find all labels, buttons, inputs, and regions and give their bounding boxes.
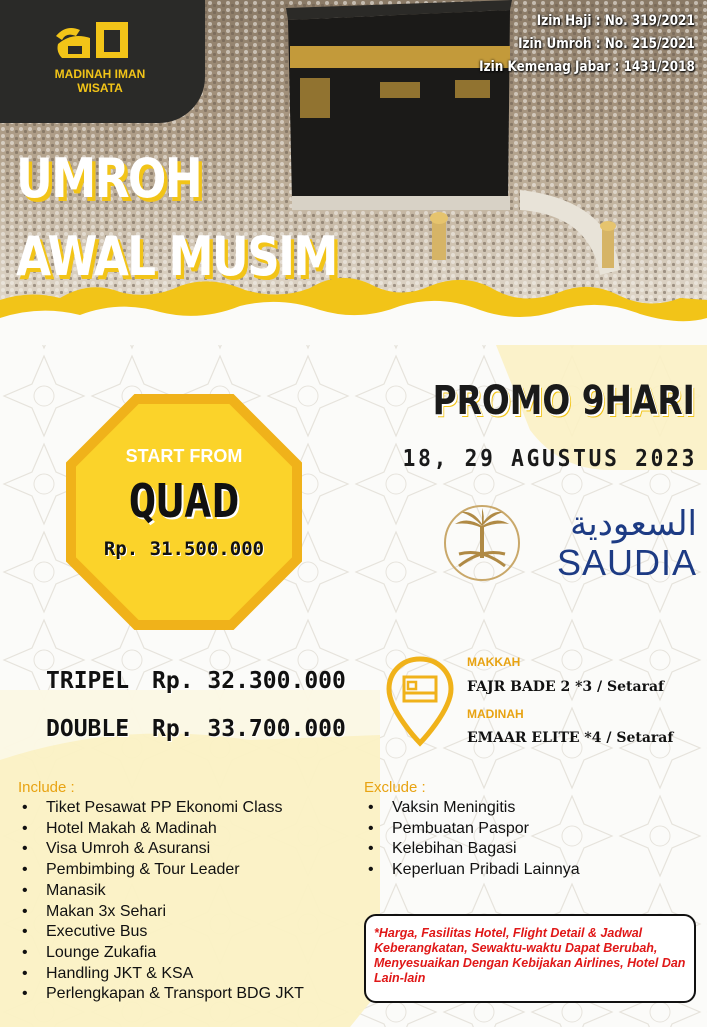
airline-logo xyxy=(443,504,699,582)
brand-name-line1: MADINAH IMAN xyxy=(54,67,146,81)
include-title: Include : xyxy=(18,779,75,796)
exclude-item: • Vaksin Meningitis xyxy=(364,798,580,819)
include-item: • Perlengkapan & Transport BDG JKT xyxy=(18,984,304,1005)
include-item: • Visa Umroh & Asuransi xyxy=(18,839,304,860)
include-item: • Hotel Makah & Madinah xyxy=(18,819,304,840)
airline-latin-name: SAUDIA xyxy=(556,542,697,583)
permit-list xyxy=(479,10,695,79)
hotel-city-madinah: MADINAH xyxy=(467,707,524,721)
include-item: • Tiket Pesawat PP Ekonomi Class xyxy=(18,798,304,819)
hotel-name-madinah: EMAAR ELITE *4 / Setaraf xyxy=(467,730,674,746)
brand-name xyxy=(20,67,180,95)
include-item: • Executive Bus xyxy=(18,922,304,943)
price-value-tripel: Rp. 32.300.000 xyxy=(152,668,346,694)
include-item: • Makan 3x Sehari xyxy=(18,902,304,923)
price-row-tripel xyxy=(46,668,346,694)
include-item: • Lounge Zukafia xyxy=(18,943,304,964)
exclude-list xyxy=(364,798,580,881)
include-item: • Manasik xyxy=(18,881,304,902)
headline-line1: UMROH xyxy=(16,147,202,210)
headline xyxy=(16,140,337,296)
permit-umroh: Izin Umroh : No. 215/2021 xyxy=(518,36,695,52)
include-list xyxy=(18,798,304,1005)
include-item: • Handling JKT & KSA xyxy=(18,964,304,985)
hotel-bed-pin-icon xyxy=(385,655,455,747)
promo-title: PROMO 9HARI xyxy=(432,378,695,424)
exclude-item: • Kelebihan Bagasi xyxy=(364,839,580,860)
exclude-item: • Keperluan Pribadi Lainnya xyxy=(364,860,580,881)
airline-arabic-name: السعودية xyxy=(570,504,697,544)
exclude-item: • Pembuatan Paspor xyxy=(364,819,580,840)
start-from-label: START FROM xyxy=(125,446,243,466)
disclaimer-box: *Harga, Fasilitas Hotel, Flight Detail & Jadwal Keberangkatan, Sewaktu-waktu Dapat Berubah, Menyesuaikan Dengan Kebijakan Airlines, Hotel Dan Lain-lain xyxy=(364,914,696,1003)
price-value-double: Rp. 33.700.000 xyxy=(152,716,346,742)
brand-name-line2: WISATA xyxy=(77,81,123,95)
brand-logo xyxy=(0,0,205,123)
exclude-title: Exclude : xyxy=(364,779,426,796)
hotel-name-makkah: FAJR BADE 2 *3 / Setaraf xyxy=(467,679,665,695)
quad-price: Rp. 31.500.000 xyxy=(103,538,265,560)
room-type-quad: QUAD xyxy=(128,474,240,528)
permit-haji: Izin Haji : No. 319/2021 xyxy=(536,13,695,29)
headline-line2: AWAL MUSIM xyxy=(16,225,337,288)
price-row-double xyxy=(46,716,346,742)
price-badge xyxy=(66,394,302,630)
hotel-city-makkah: MAKKAH xyxy=(467,655,521,669)
price-label-double: DOUBLE xyxy=(46,716,130,742)
permit-kemenag: Izin Kemenag Jabar : 1431/2018 xyxy=(479,59,695,75)
palm-swords-icon xyxy=(443,504,521,582)
include-item: • Pembimbing & Tour Leader xyxy=(18,860,304,881)
price-label-tripel: TRIPEL xyxy=(46,668,130,694)
madinah-logo-icon xyxy=(52,18,132,62)
promo-dates: 18, 29 AGUSTUS 2023 xyxy=(402,446,697,472)
